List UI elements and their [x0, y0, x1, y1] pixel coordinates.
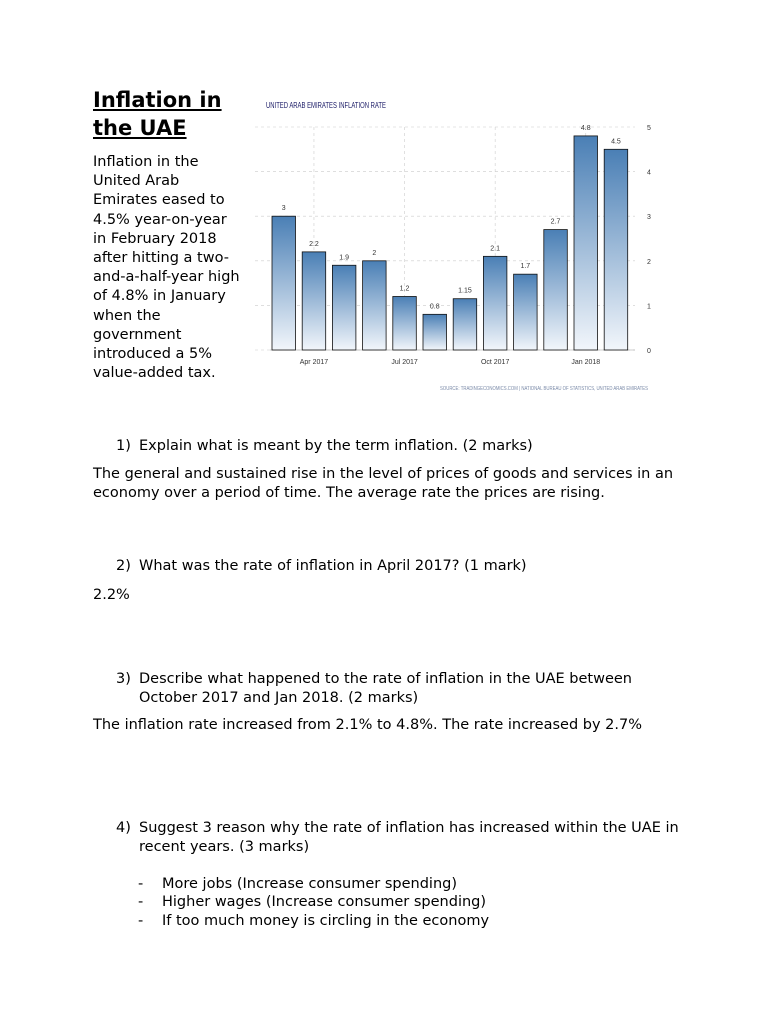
chart-bar [483, 256, 507, 350]
question-text: Explain what is meant by the term inflation. (2 marks) [139, 438, 533, 454]
chart-bar [363, 261, 387, 350]
question-number: 4) [116, 820, 131, 836]
list-item: - If too much money is circling in the economy [138, 912, 490, 929]
question-text: Describe what happened to the rate of inflation in the UAE between October 2017 and Jan 2018. (2 marks) [139, 671, 632, 706]
bar-value-label: 2.7 [550, 218, 561, 226]
bar-value-label: 1.15 [458, 287, 472, 295]
question-number: 1) [116, 438, 131, 454]
y-tick-label: 4 [647, 169, 651, 177]
document-title: Inflation in the UAE [93, 88, 222, 140]
bar-value-label: 4.8 [580, 124, 591, 132]
bar-value-label: 1.2 [399, 285, 410, 293]
chart-bar [272, 216, 296, 350]
question-text: Suggest 3 reason why the rate of inflation has increased within the UAE in recent years. (3 marks) [139, 820, 679, 855]
bar-value-label: 3 [281, 205, 286, 213]
list-item: - More jobs (Increase consumer spending) [138, 876, 457, 892]
y-tick-label: 1 [647, 303, 651, 311]
chart-bar [332, 265, 356, 350]
bar-value-label: 0.8 [429, 303, 440, 311]
chart-bar [574, 136, 598, 350]
list-item: - Higher wages (Increase consumer spending) [138, 894, 487, 911]
chart-bar [302, 252, 326, 350]
y-tick-label: 3 [647, 214, 651, 222]
answer-3: The inflation rate increased from 2.1% to 4.8%. The rate increased by 2.7% [93, 717, 643, 733]
chart-title: UNITED ARAB EMIRATES INFLATION RATE [266, 101, 386, 110]
bar-value-label: 1.9 [339, 254, 350, 262]
answer-4-list [138, 875, 658, 930]
question-number: 3) [116, 671, 131, 687]
answer-2: 2.2% [93, 587, 130, 603]
chart-bar [453, 299, 477, 350]
x-tick-label: Oct 2017 [480, 359, 510, 366]
bar-value-label: 2.2 [309, 240, 319, 248]
question-text: What was the rate of inflation in April 2017? (1 mark) [139, 558, 527, 574]
x-tick-label: Jul 2017 [391, 359, 418, 366]
y-tick-label: 0 [647, 348, 651, 355]
chart-bar [393, 296, 417, 350]
bar-value-label: 2 [372, 249, 377, 257]
chart-bar [514, 274, 538, 350]
intro-paragraph: Inflation in the United Arab Emirates eased to 4.5% year-on-year in February 2018 after hitting a two-and-a-half-year high of 4.8% in January when the government introduced a 5% value-added tax. [93, 154, 240, 382]
bar-value-label: 4.5 [611, 138, 621, 146]
bar-value-label: 1.7 [520, 263, 531, 271]
chart-bar [604, 149, 628, 350]
inflation-chart [250, 95, 670, 395]
x-tick-label: Apr 2017 [299, 359, 329, 366]
y-tick-label: 2 [647, 258, 651, 266]
chart-bar [544, 230, 568, 350]
question-number: 2) [116, 558, 131, 574]
chart-source: SOURCE: TRADINGECONOMICS.COM | NATIONAL BUREAU OF STATISTICS, UNITED ARAB EMIRATES [440, 386, 649, 392]
chart-bar [423, 314, 447, 350]
bar-value-label: 2.1 [490, 245, 501, 253]
y-tick-label: 5 [647, 125, 651, 132]
x-tick-label: Jan 2018 [571, 359, 601, 366]
answer-1: The general and sustained rise in the level of prices of goods and services in an economy over a period of time. The average rate the prices are rising. [93, 466, 674, 501]
